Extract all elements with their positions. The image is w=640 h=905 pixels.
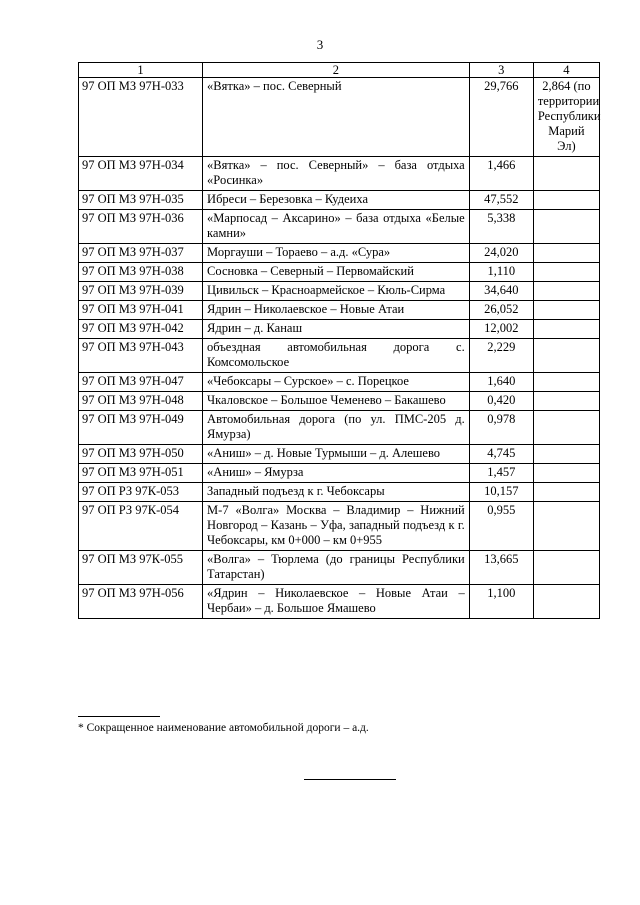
road-length-cell: 47,552: [469, 191, 533, 210]
table-row: [79, 411, 600, 445]
table-row: [79, 502, 600, 551]
road-length-cell: 1,110: [469, 263, 533, 282]
table-row: [79, 464, 600, 483]
road-length-cell: 24,020: [469, 244, 533, 263]
road-code-cell: 97 ОП МЗ 97Н-047: [79, 373, 203, 392]
road-name-cell: Западный подъезд к г. Чебоксары: [203, 483, 470, 502]
road-note-cell: [533, 263, 599, 282]
road-note-cell: [533, 445, 599, 464]
road-name-cell: «Ядрин – Николаевское – Новые Атаи – Чербаи» – д. Большое Ямашево: [203, 585, 470, 619]
table-row: [79, 551, 600, 585]
road-note-cell: [533, 392, 599, 411]
road-length-cell: 1,100: [469, 585, 533, 619]
road-note-cell: [533, 210, 599, 244]
road-note-cell: [533, 282, 599, 301]
road-code-cell: 97 ОП МЗ 97К-055: [79, 551, 203, 585]
road-length-cell: 1,466: [469, 157, 533, 191]
road-code-cell: 97 ОП МЗ 97Н-035: [79, 191, 203, 210]
road-name-cell: Ядрин – Николаевское – Новые Атаи: [203, 301, 470, 320]
table-row: [79, 263, 600, 282]
road-length-cell: 4,745: [469, 445, 533, 464]
road-name-cell: «Марпосад – Аксарино» – база отдыха «Белые камни»: [203, 210, 470, 244]
table-row: [79, 301, 600, 320]
page-number: 3: [316, 37, 324, 52]
road-length-cell: 1,640: [469, 373, 533, 392]
road-name-cell: Сосновка – Северный – Первомайский: [203, 263, 470, 282]
road-name-cell: Автомобильная дорога (по ул. ПМС-205 д. Ямурза): [203, 411, 470, 445]
road-code-cell: 97 ОП МЗ 97Н-036: [79, 210, 203, 244]
road-name-cell: Чкаловское – Большое Чеменево – Бакашево: [203, 392, 470, 411]
road-name-cell: «Аниш» – Ямурза: [203, 464, 470, 483]
road-name-cell: Моргауши – Тораево – а.д. «Сура»: [203, 244, 470, 263]
road-name-cell: «Вятка» – пос. Северный: [203, 78, 470, 157]
table-row: [79, 191, 600, 210]
table-row: [79, 282, 600, 301]
road-code-cell: 97 ОП МЗ 97Н-037: [79, 244, 203, 263]
road-note-cell: [533, 244, 599, 263]
road-length-cell: 26,052: [469, 301, 533, 320]
road-code-cell: 97 ОП МЗ 97Н-039: [79, 282, 203, 301]
road-name-cell: Ибреси – Березовка – Кудеиха: [203, 191, 470, 210]
road-name-cell: объездная автомобильная дорога с. Комсомольское: [203, 339, 470, 373]
table-row: [79, 392, 600, 411]
road-name-cell: «Аниш» – д. Новые Турмыши – д. Алешево: [203, 445, 470, 464]
road-name-cell: М-7 «Волга» Москва – Владимир – Нижний Новгород – Казань – Уфа, западный подъезд к г. Чебоксары, км 0+000 – км 0+955: [203, 502, 470, 551]
table-row: [79, 210, 600, 244]
table-row: [79, 339, 600, 373]
road-code-cell: 97 ОП МЗ 97Н-043: [79, 339, 203, 373]
road-name-cell: Цивильск – Красноармейское – Кюль-Сирма: [203, 282, 470, 301]
footnote: * Сокращенное наименование автомобильной дороги – а.д.: [78, 722, 369, 734]
road-note-cell: [533, 157, 599, 191]
road-length-cell: 10,157: [469, 483, 533, 502]
road-length-cell: 34,640: [469, 282, 533, 301]
table-body: [79, 78, 600, 619]
footnote-divider: [78, 716, 160, 717]
header-col-4: 4: [533, 63, 599, 78]
road-code-cell: 97 ОП МЗ 97Н-033: [79, 78, 203, 157]
road-note-cell: [533, 339, 599, 373]
road-name-cell: «Волга» – Тюрлема (до границы Республики Татарстан): [203, 551, 470, 585]
road-note-cell: [533, 551, 599, 585]
road-note-cell: [533, 320, 599, 339]
road-code-cell: 97 ОП РЗ 97К-054: [79, 502, 203, 551]
table-row: [79, 320, 600, 339]
road-note-cell: [533, 301, 599, 320]
table-row: [79, 585, 600, 619]
road-code-cell: 97 ОП МЗ 97Н-049: [79, 411, 203, 445]
road-note-cell: [533, 464, 599, 483]
road-code-cell: 97 ОП МЗ 97Н-056: [79, 585, 203, 619]
header-col-1: 1: [79, 63, 203, 78]
road-note-cell: [533, 191, 599, 210]
road-note-cell: [533, 411, 599, 445]
road-code-cell: 97 ОП МЗ 97Н-042: [79, 320, 203, 339]
road-name-cell: «Чебоксары – Сурское» – с. Порецкое: [203, 373, 470, 392]
road-length-cell: 12,002: [469, 320, 533, 339]
road-note-cell: [533, 483, 599, 502]
road-length-cell: 0,420: [469, 392, 533, 411]
header-col-2: 2: [203, 63, 470, 78]
table-row: [79, 157, 600, 191]
table-row: [79, 244, 600, 263]
road-code-cell: 97 ОП МЗ 97Н-041: [79, 301, 203, 320]
road-code-cell: 97 ОП МЗ 97Н-051: [79, 464, 203, 483]
table-row: [79, 445, 600, 464]
road-code-cell: 97 ОП МЗ 97Н-048: [79, 392, 203, 411]
road-name-cell: «Вятка» – пос. Северный» – база отдыха «Росинка»: [203, 157, 470, 191]
road-note-cell: [533, 502, 599, 551]
road-length-cell: 2,229: [469, 339, 533, 373]
road-length-cell: 0,978: [469, 411, 533, 445]
road-code-cell: 97 ОП МЗ 97Н-034: [79, 157, 203, 191]
table-row: [79, 483, 600, 502]
table-row: [79, 373, 600, 392]
road-name-cell: Ядрин – д. Канаш: [203, 320, 470, 339]
road-length-cell: 13,665: [469, 551, 533, 585]
table-header-row: [79, 63, 600, 78]
road-code-cell: 97 ОП МЗ 97Н-038: [79, 263, 203, 282]
road-length-cell: 0,955: [469, 502, 533, 551]
road-length-cell: 5,338: [469, 210, 533, 244]
road-code-cell: 97 ОП РЗ 97К-053: [79, 483, 203, 502]
road-note-cell: [533, 373, 599, 392]
road-note-cell: 2,864 (по территории Республики Марий Эл): [533, 78, 599, 157]
road-note-cell: [533, 585, 599, 619]
roads-table: [78, 62, 600, 619]
road-length-cell: 29,766: [469, 78, 533, 157]
end-of-document-line: [304, 779, 396, 780]
table-row: [79, 78, 600, 157]
road-length-cell: 1,457: [469, 464, 533, 483]
road-code-cell: 97 ОП МЗ 97Н-050: [79, 445, 203, 464]
header-col-3: 3: [469, 63, 533, 78]
